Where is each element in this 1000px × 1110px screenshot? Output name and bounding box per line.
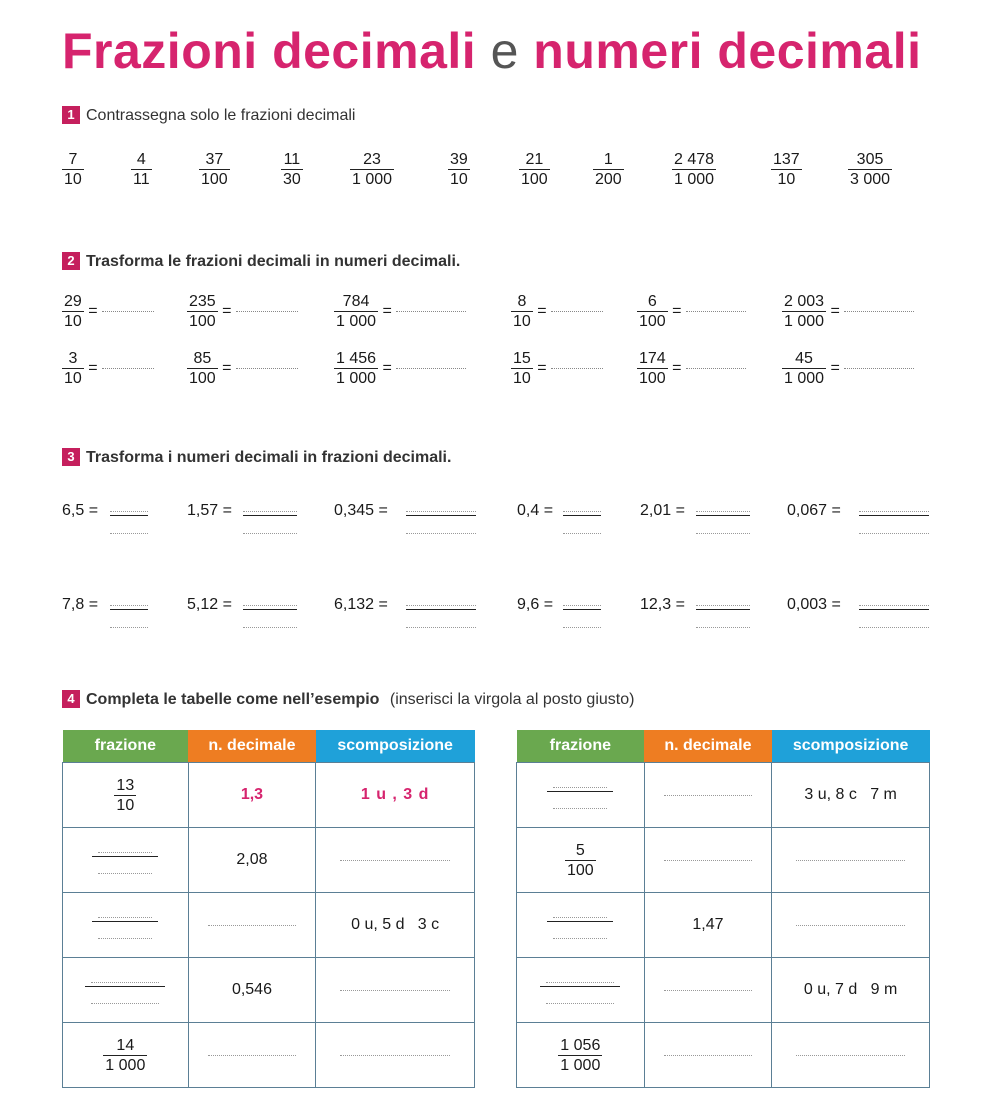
exercise-3-instruction: Trasforma i numeri decimali in frazioni decimali. xyxy=(86,449,452,466)
answer-fraction-blank[interactable] xyxy=(406,596,476,628)
ex1-fraction-denominator: 30 xyxy=(283,171,301,188)
ex2-denominator: 100 xyxy=(189,370,216,387)
decimal-cell-blank[interactable] xyxy=(644,958,772,1023)
ex1-fraction[interactable] xyxy=(350,150,394,189)
exercise-2-number: 2 xyxy=(62,252,80,270)
table-row xyxy=(63,958,475,1023)
decomposition-cell-blank[interactable] xyxy=(772,828,930,893)
exercise-4-instruction: Completa le tabelle come nell’esempio xyxy=(86,691,380,708)
fraction-cell-blank[interactable] xyxy=(517,763,645,828)
ex1-fraction[interactable] xyxy=(199,150,230,189)
ex3-decimal: 5,12 = xyxy=(187,596,232,613)
ex2-denominator: 1 000 xyxy=(336,313,377,330)
table-row xyxy=(517,958,930,1023)
ex2-numerator: 15 xyxy=(513,350,531,367)
answer-fraction-blank[interactable] xyxy=(110,502,148,534)
ex3-decimal: 6,132 = xyxy=(334,596,388,613)
table-left xyxy=(62,730,475,1088)
fraction-cell-blank[interactable] xyxy=(63,828,189,893)
ex2-item xyxy=(187,349,298,388)
exercise-2-heading xyxy=(62,252,460,271)
ex1-fraction-numerator: 37 xyxy=(199,150,230,170)
fraction-denominator: 100 xyxy=(566,861,594,879)
equals-sign: = xyxy=(382,359,392,377)
fraction-cell-blank[interactable] xyxy=(517,958,645,1023)
ex1-fraction-denominator: 1 000 xyxy=(674,171,715,188)
exercise-3-heading xyxy=(62,448,451,467)
ex3-decimal: 0,4 = xyxy=(517,502,554,519)
answer-fraction-blank[interactable] xyxy=(110,596,148,628)
ex3-decimal: 0,067 = xyxy=(787,502,841,519)
decomposition-cell-blank[interactable] xyxy=(316,1023,475,1088)
equals-sign: = xyxy=(672,302,682,320)
ex1-fraction-denominator: 100 xyxy=(521,171,548,188)
exercise-1-number: 1 xyxy=(62,106,80,124)
page-title xyxy=(62,22,922,80)
ex2-denominator: 10 xyxy=(513,370,531,387)
table-row xyxy=(63,893,475,958)
ex2-denominator: 100 xyxy=(639,313,666,330)
ex2-item xyxy=(637,349,746,388)
decimal-cell: 2,08 xyxy=(188,828,316,893)
decimal-cell-blank[interactable] xyxy=(188,1023,316,1088)
exercise-4-note: (inserisci la virgola al posto giusto) xyxy=(389,691,635,708)
answer-blank[interactable] xyxy=(844,368,914,369)
ex2-denominator: 10 xyxy=(64,370,82,387)
exercise-1-instruction: Contrassegna solo le frazioni decimali xyxy=(86,107,356,124)
decomposition-cell: 3 u, 8 c 7 m xyxy=(772,763,930,828)
fraction-numerator: 14 xyxy=(103,1036,147,1056)
ex2-numerator: 1 456 xyxy=(336,350,377,367)
ex2-item xyxy=(187,292,298,331)
ex1-fraction-numerator: 4 xyxy=(131,150,152,170)
fraction-cell xyxy=(63,1023,189,1088)
fraction-denominator: 1 000 xyxy=(105,1056,146,1074)
fraction-cell-blank[interactable] xyxy=(63,958,189,1023)
table-row xyxy=(517,893,930,958)
fraction-cell xyxy=(517,828,645,893)
ex1-fraction-denominator: 10 xyxy=(64,171,82,188)
ex2-numerator: 2 003 xyxy=(784,293,825,310)
table-row xyxy=(63,828,475,893)
ex2-numerator: 174 xyxy=(639,350,666,367)
decimal-cell-blank[interactable] xyxy=(644,1023,772,1088)
ex1-fraction-denominator: 3 000 xyxy=(850,171,891,188)
table-row xyxy=(517,1023,930,1088)
ex1-fraction[interactable] xyxy=(62,150,84,189)
ex2-numerator: 3 xyxy=(62,349,84,369)
ex1-fraction-denominator: 11 xyxy=(133,171,150,188)
equals-sign: = xyxy=(88,359,98,377)
exercise-2-instruction: Trasforma le frazioni decimali in numeri decimali. xyxy=(86,253,461,270)
ex2-denominator: 1 000 xyxy=(784,370,825,387)
ex3-decimal: 0,003 = xyxy=(787,596,841,613)
answer-fraction-blank[interactable] xyxy=(406,502,476,534)
fraction-cell-blank[interactable] xyxy=(517,893,645,958)
header-scomposizione: scomposizione xyxy=(316,730,475,763)
fraction-numerator: 13 xyxy=(116,776,135,794)
fraction-cell-blank[interactable] xyxy=(63,893,189,958)
fraction-numerator: 5 xyxy=(565,841,596,861)
answer-fraction-blank[interactable] xyxy=(696,596,750,628)
decomposition-cell: 0 u, 5 d 3 c xyxy=(316,893,475,958)
answer-blank[interactable] xyxy=(102,311,154,312)
answer-blank[interactable] xyxy=(396,311,466,312)
ex3-decimal: 9,6 = xyxy=(517,596,554,613)
ex1-fraction-numerator: 23 xyxy=(350,150,394,170)
answer-blank[interactable] xyxy=(844,311,914,312)
table-right xyxy=(516,730,930,1088)
decimal-cell: 0,546 xyxy=(188,958,316,1023)
decimal-cell-blank[interactable] xyxy=(188,893,316,958)
answer-blank[interactable] xyxy=(551,368,603,369)
decomposition-cell-blank[interactable] xyxy=(772,893,930,958)
answer-fraction-blank[interactable] xyxy=(859,596,929,628)
title-part-3: numeri decimali xyxy=(533,23,922,79)
ex2-numerator: 29 xyxy=(64,293,82,310)
ex2-item xyxy=(62,292,154,331)
decimal-cell-blank[interactable] xyxy=(644,828,772,893)
ex2-numerator: 6 xyxy=(637,292,668,312)
ex1-fraction-denominator: 200 xyxy=(595,171,622,188)
ex1-fraction-denominator: 1 000 xyxy=(352,171,393,188)
ex2-denominator: 100 xyxy=(639,370,666,387)
ex1-fraction-denominator: 10 xyxy=(777,171,796,188)
ex3-decimal: 1,57 = xyxy=(187,502,232,519)
ex3-decimal: 0,345 = xyxy=(334,502,388,519)
ex1-fraction[interactable] xyxy=(672,150,716,189)
answer-blank[interactable] xyxy=(686,311,746,312)
table-header-row xyxy=(517,730,930,763)
ex1-fraction-numerator: 305 xyxy=(848,150,892,170)
fraction-cell xyxy=(63,763,189,828)
answer-fraction-blank[interactable] xyxy=(859,502,929,534)
ex1-fraction[interactable] xyxy=(771,150,802,189)
ex2-item xyxy=(334,292,466,331)
ex1-fraction-numerator: 39 xyxy=(450,151,468,168)
ex2-item xyxy=(334,349,466,388)
equals-sign: = xyxy=(222,302,232,320)
ex1-fraction-numerator: 7 xyxy=(62,150,84,170)
ex2-denominator: 100 xyxy=(189,313,216,330)
ex2-item xyxy=(637,292,746,331)
ex2-denominator: 10 xyxy=(64,313,82,330)
answer-fraction-blank[interactable] xyxy=(696,502,750,534)
fraction-cell xyxy=(517,1023,645,1088)
answer-fraction-blank[interactable] xyxy=(563,596,601,628)
header-decimale: n. decimale xyxy=(644,730,772,763)
ex2-denominator: 1 000 xyxy=(336,370,377,387)
header-frazione: frazione xyxy=(517,730,645,763)
ex1-fraction[interactable] xyxy=(131,150,152,189)
header-decimale: n. decimale xyxy=(188,730,316,763)
ex1-fraction[interactable] xyxy=(281,150,303,189)
ex1-fraction-numerator: 137 xyxy=(773,151,800,168)
ex2-item xyxy=(62,349,154,388)
ex1-fraction-numerator: 21 xyxy=(519,150,550,170)
ex3-decimal: 12,3 = xyxy=(640,596,685,613)
ex3-decimal: 2,01 = xyxy=(640,502,685,519)
table-row xyxy=(517,763,930,828)
ex2-item xyxy=(511,292,603,331)
ex3-decimal: 7,8 = xyxy=(62,596,99,613)
equals-sign: = xyxy=(88,302,98,320)
table-header-row xyxy=(63,730,475,763)
table-row xyxy=(63,763,475,828)
ex2-numerator: 85 xyxy=(187,349,218,369)
ex2-item xyxy=(782,349,914,388)
equals-sign: = xyxy=(537,359,547,377)
decomposition-cell: 0 u, 7 d 9 m xyxy=(772,958,930,1023)
decomposition-cell-blank[interactable] xyxy=(316,828,475,893)
fraction-denominator: 1 000 xyxy=(560,1056,601,1074)
ex1-fraction-denominator: 10 xyxy=(450,171,468,188)
ex2-numerator: 8 xyxy=(511,292,533,312)
exercise-4-heading xyxy=(62,690,634,709)
ex2-denominator: 1 000 xyxy=(784,313,825,330)
answer-blank[interactable] xyxy=(551,311,603,312)
decimal-cell: 1,3 xyxy=(188,763,316,828)
equals-sign: = xyxy=(672,359,682,377)
decomposition-cell-blank[interactable] xyxy=(316,958,475,1023)
ex1-fraction[interactable] xyxy=(848,150,892,189)
answer-blank[interactable] xyxy=(396,368,466,369)
equals-sign: = xyxy=(830,359,840,377)
ex1-fraction[interactable] xyxy=(593,150,624,189)
ex3-decimal: 6,5 = xyxy=(62,502,99,519)
answer-blank[interactable] xyxy=(236,311,298,312)
title-part-1: Frazioni decimali xyxy=(62,23,477,79)
exercise-3-number: 3 xyxy=(62,448,80,466)
ex2-numerator: 784 xyxy=(334,292,378,312)
ex2-numerator: 235 xyxy=(189,293,216,310)
answer-fraction-blank[interactable] xyxy=(563,502,601,534)
decomposition-cell: 1 u , 3 d xyxy=(316,763,475,828)
answer-fraction-blank[interactable] xyxy=(243,596,297,628)
header-frazione: frazione xyxy=(63,730,189,763)
equals-sign: = xyxy=(830,302,840,320)
ex1-fraction-numerator: 2 478 xyxy=(674,151,715,168)
fraction-numerator: 1 056 xyxy=(560,1036,601,1054)
ex1-fraction[interactable] xyxy=(448,150,470,189)
ex2-item xyxy=(511,349,603,388)
header-scomposizione: scomposizione xyxy=(772,730,930,763)
title-part-2: e xyxy=(490,23,519,79)
answer-blank[interactable] xyxy=(102,368,154,369)
ex1-fraction[interactable] xyxy=(519,150,550,189)
ex1-fraction-numerator: 1 xyxy=(593,150,624,170)
decomposition-cell-blank[interactable] xyxy=(772,1023,930,1088)
exercise-4-number: 4 xyxy=(62,690,80,708)
decimal-cell-blank[interactable] xyxy=(644,763,772,828)
fraction-denominator: 10 xyxy=(116,796,135,814)
ex1-fraction-denominator: 100 xyxy=(201,171,228,188)
ex1-fraction-numerator: 11 xyxy=(281,150,303,170)
ex2-item xyxy=(782,292,914,331)
exercise-1-heading xyxy=(62,106,355,125)
answer-blank[interactable] xyxy=(236,368,298,369)
equals-sign: = xyxy=(222,359,232,377)
answer-blank[interactable] xyxy=(686,368,746,369)
table-row xyxy=(517,828,930,893)
equals-sign: = xyxy=(537,302,547,320)
ex2-denominator: 10 xyxy=(513,313,531,330)
ex2-numerator: 45 xyxy=(782,349,826,369)
answer-fraction-blank[interactable] xyxy=(243,502,297,534)
decimal-cell: 1,47 xyxy=(644,893,772,958)
equals-sign: = xyxy=(382,302,392,320)
table-row xyxy=(63,1023,475,1088)
